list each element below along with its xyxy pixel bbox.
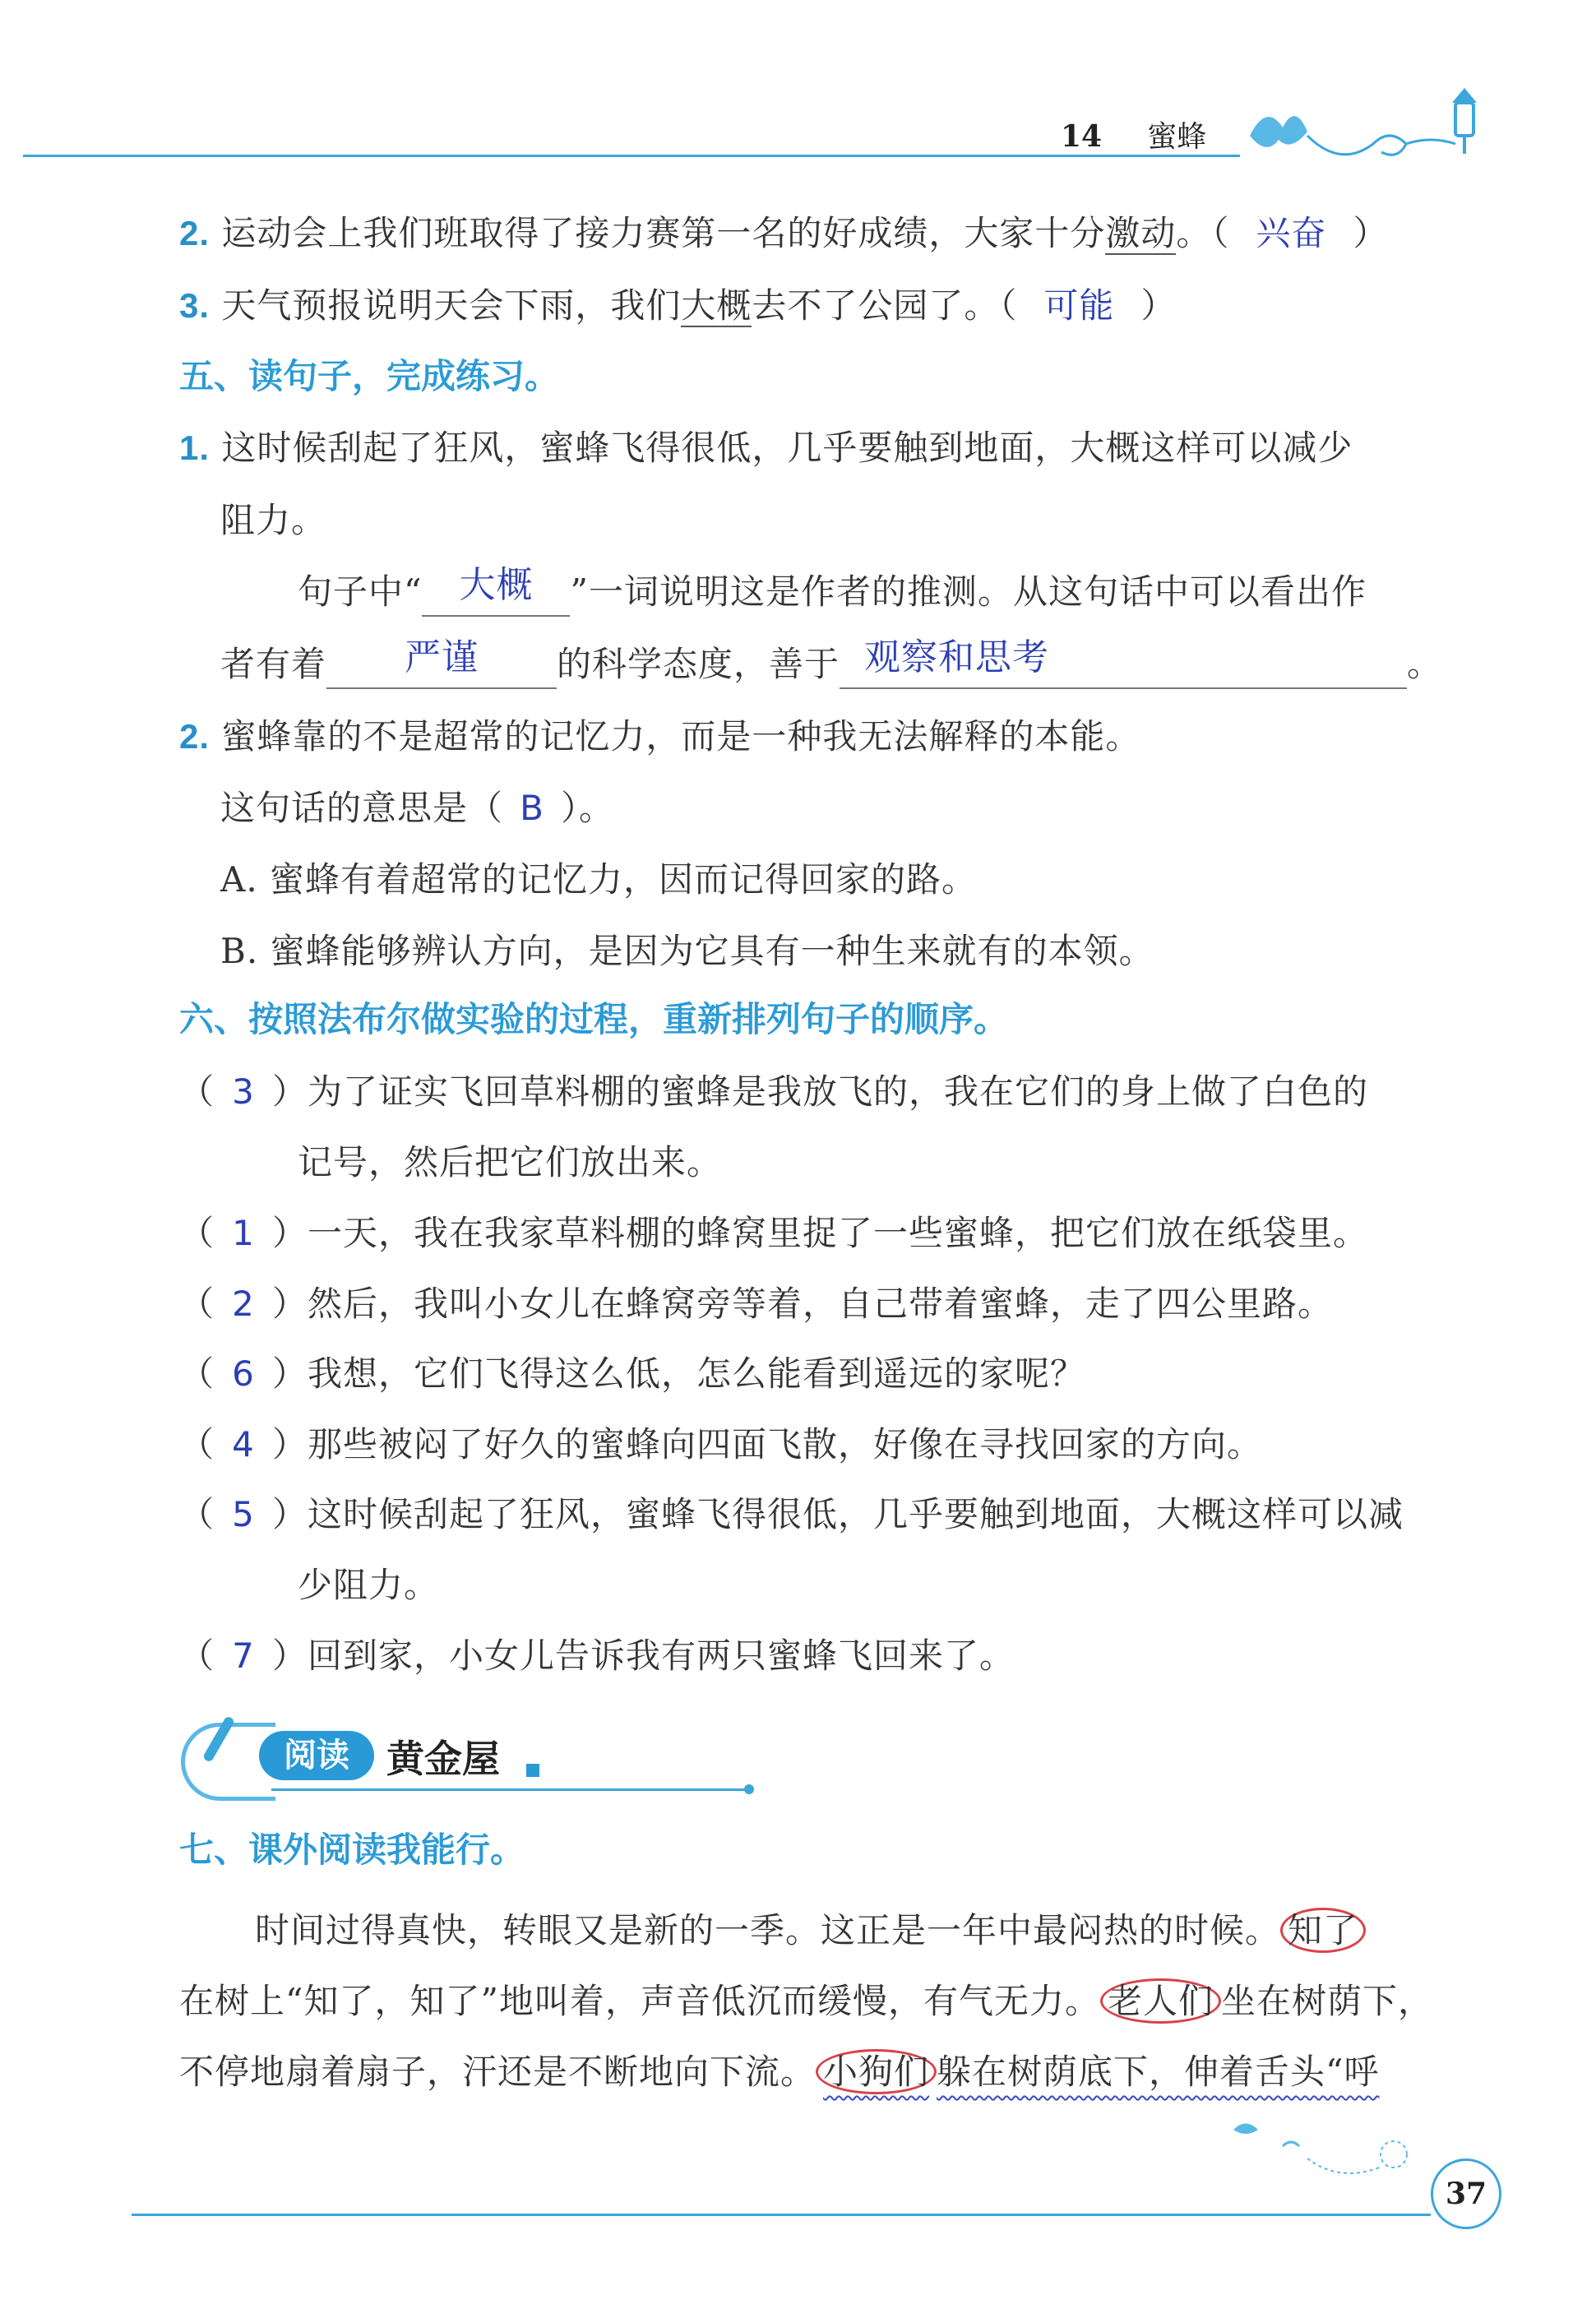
answer: 4	[232, 1424, 255, 1464]
question-5-2-prompt: 这句话的意思是（ B ）。	[220, 784, 614, 833]
answer: B	[520, 788, 544, 828]
section-6-title: 六、按照法布尔做实验的过程，重新排列句子的顺序。	[179, 1000, 1009, 1039]
answer: 5	[232, 1494, 255, 1534]
reading-line: 在树上“知了，知了”地叫着，声音低沉而缓慢，有气无力。 老人们 坐在树荫下，	[179, 1977, 1433, 2026]
question-4-3: 3. 天气预报说明天会下雨，我们大概去不了公园了。（ 可能 ）	[179, 281, 1176, 331]
circled-word: 老人们	[1100, 1978, 1221, 2024]
banner-dot	[744, 1784, 754, 1794]
answer: 大概	[459, 564, 534, 606]
question-5-1-line1: 1. 这时候刮起了狂风，蜜蜂飞得很低，几乎要触到地面，大概这样可以减少	[179, 428, 1353, 468]
order-item: （ 4 ）那些被闷了好久的蜜蜂向四面飞散，好像在寻找回家的方向。	[179, 1420, 1262, 1469]
section-5-title: 五、读句子，完成练习。	[179, 357, 560, 396]
question-5-2: 2. 蜜蜂靠的不是超常的记忆力，而是一种我无法解释的本能。	[179, 716, 1141, 756]
answer: 严谨	[405, 636, 479, 678]
order-item: （ 7 ）回到家，小女儿告诉我有两只蜜蜂飞回来了。	[179, 1631, 1015, 1681]
reading-banner	[181, 1714, 761, 1797]
answer: 1	[232, 1213, 255, 1253]
answer: 7	[232, 1636, 255, 1676]
option-a: A. 蜜蜂有着超常的记忆力，因而记得回家的路。	[220, 859, 978, 900]
question-5-1-line2: 阻力。	[220, 500, 327, 540]
order-item-continued: 少阻力。	[298, 1565, 440, 1605]
header-lesson	[1061, 113, 1206, 155]
page-number-badge	[1431, 2158, 1501, 2229]
order-item-continued: 记号，然后把它们放出来。	[298, 1142, 723, 1182]
header-rule	[23, 155, 1240, 157]
lesson-title: 蜜蜂	[1147, 120, 1207, 154]
blank	[326, 636, 557, 689]
footer-rule	[132, 2214, 1431, 2216]
order-item: （ 5 ）这时候刮起了狂风，蜜蜂飞得很低，几乎要触到地面，大概这样可以减	[179, 1490, 1404, 1539]
blank	[422, 564, 570, 617]
blank	[840, 636, 1407, 689]
question-5-1-fill1: 句子中“ 大概 ”一词说明这是作者的推测。从这句话中可以看出作	[298, 567, 1367, 617]
section-7-title: 七、课外阅读我能行。	[179, 1830, 525, 1869]
circled-word: 小狗们	[816, 2049, 937, 2094]
page-number: 37	[1445, 2177, 1487, 2211]
question-4-2: 2. 运动会上我们班取得了接力赛第一名的好成绩，大家十分激动。（ 兴奋 ）	[179, 209, 1388, 258]
answer: 观察和思考	[864, 636, 1050, 678]
answer: 2	[232, 1284, 255, 1324]
answer: 3	[232, 1071, 255, 1112]
option-b: B. 蜜蜂能够辨认方向，是因为它具有一种生来就有的本领。	[220, 931, 1154, 971]
answer: 6	[232, 1353, 255, 1394]
order-item: （ 3 ）为了证实飞回草料棚的蜜蜂是我放飞的，我在它们的身上做了白色的	[179, 1067, 1368, 1117]
banner-title: 黄金屋	[386, 1737, 500, 1781]
banner-badge: 阅读	[259, 1731, 374, 1780]
lesson-number: 14	[1061, 119, 1103, 154]
butterfly-lamp-decoration-icon	[1225, 78, 1497, 169]
banner-square-icon	[526, 1764, 539, 1777]
order-item: （ 1 ）一天，我在我家草料棚的蜂窝里捉了一些蜜蜂，把它们放在纸袋里。	[179, 1209, 1368, 1258]
order-item: （ 2 ）然后，我叫小女儿在蜂窝旁等着，自己带着蜜蜂，走了四公里路。	[179, 1279, 1333, 1329]
answer: 兴奋	[1256, 213, 1327, 253]
reading-line: 时间过得真快，转眼又是新的一季。这正是一年中最闷热的时候。 知了	[255, 1906, 1366, 1955]
bird-swirl-decoration-icon	[1225, 2113, 1431, 2187]
question-5-1-fill2: 者有着 严谨 的科学态度，善于 观察和思考 。	[220, 640, 1442, 689]
order-item: （ 6 ）我想，它们飞得这么低，怎么能看到遥远的家呢？	[179, 1349, 1085, 1399]
reading-line: 不停地扇着扇子，汗还是不断地向下流。 小狗们 躲在树荫底下，伸着舌头“呼	[179, 2047, 1380, 2097]
circled-word: 知了	[1280, 1908, 1366, 1953]
answer: 可能	[1043, 285, 1115, 326]
wavy-underlined-text: 小狗们 躲在树荫底下，伸着舌头“呼	[816, 2049, 1380, 2094]
banner-rule	[271, 1788, 748, 1791]
